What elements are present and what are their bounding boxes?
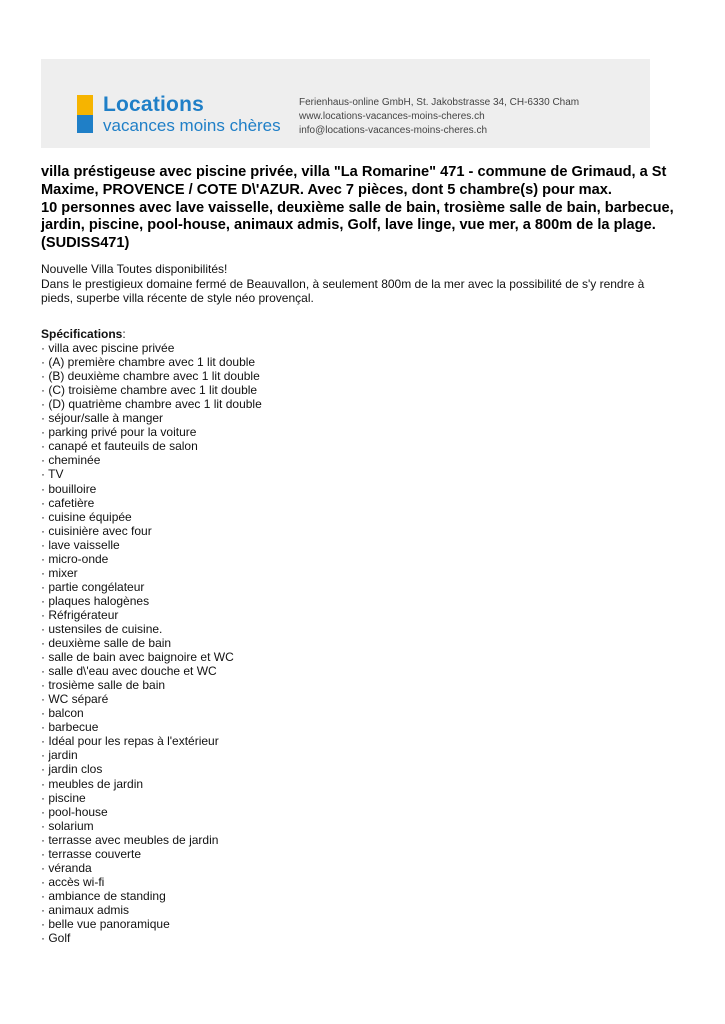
company-address: Ferienhaus-online GmbH, St. Jakobstrasse 34, CH-6330 Cham <box>299 97 580 108</box>
intro-line: Nouvelle Villa Toutes disponibilités! <box>41 262 228 276</box>
spec-item: · villa avec piscine privée <box>41 341 175 356</box>
logo-mark-yellow <box>77 95 93 115</box>
specifications-heading-colon: : <box>122 327 126 341</box>
spec-item: · piscine <box>41 790 86 805</box>
spec-item: · cafetière <box>41 495 95 510</box>
spec-item: · micro-onde <box>41 551 109 566</box>
spec-item: · jardin <box>41 748 78 763</box>
specifications-heading: Spécifications <box>41 327 123 341</box>
title-line: jardin, piscine, pool-house, animaux admis, Golf, lave linge, vue mer, a 800m de la plage. <box>41 217 656 234</box>
specifications-heading-row <box>41 327 681 341</box>
spec-item: · (C) troisième chambre avec 1 lit double <box>41 383 258 398</box>
spec-item: · plaques halogènes <box>41 593 150 608</box>
spec-item: · bouilloire <box>41 481 97 496</box>
company-website-link[interactable]: www.locations-vacances-moins-cheres.ch <box>299 111 485 122</box>
spec-item: · (A) première chambre avec 1 lit double <box>41 355 256 370</box>
listing-title <box>41 164 691 253</box>
spec-item: · salle d\'eau avec douche et WC <box>41 664 217 679</box>
spec-item: · TV <box>41 467 64 482</box>
listing-intro <box>41 262 681 306</box>
spec-item: · terrasse avec meubles de jardin <box>41 832 219 847</box>
spec-item: · mixer <box>41 565 78 580</box>
spec-item: · véranda <box>41 860 92 875</box>
intro-line: Dans le prestigieux domaine fermé de Beauvallon, à seulement 800m de la mer avec la possibilité de s'y rendre à <box>41 276 645 291</box>
company-info <box>299 96 579 138</box>
spec-item: · Idéal pour les repas à l'extérieur <box>41 734 219 749</box>
spec-item: · solarium <box>41 818 94 833</box>
spec-item: · partie congélateur <box>41 579 145 594</box>
intro-line: pieds, superbe villa récente de style néo provençal. <box>41 291 314 306</box>
logo-subtitle: vacances moins chères <box>103 116 281 135</box>
spec-item: · meubles de jardin <box>41 776 144 791</box>
spec-item: · lave vaisselle <box>41 537 120 552</box>
spec-item: · ambiance de standing <box>41 888 166 903</box>
spec-item: · (D) quatrième chambre avec 1 lit double <box>41 397 262 412</box>
spec-item: · jardin clos <box>41 762 103 777</box>
spec-item: · animaux admis <box>41 902 130 917</box>
spec-item: · terrasse couverte <box>41 846 142 861</box>
spec-item: · séjour/salle à manger <box>41 411 164 426</box>
spec-item: · belle vue panoramique <box>41 916 170 931</box>
spec-item: · parking privé pour la voiture <box>41 425 197 440</box>
title-line: 10 personnes avec lave vaisselle, deuxième salle de bain, trosième salle de bain, barbecue, <box>41 199 674 216</box>
spec-item: · (B) deuxième chambre avec 1 lit double <box>41 369 260 384</box>
spec-item: · deuxième salle de bain <box>41 636 172 651</box>
spec-item: · canapé et fauteuils de salon <box>41 439 198 454</box>
title-line: (SUDISS471) <box>41 235 130 252</box>
spec-item: · accès wi-fi <box>41 874 105 889</box>
spec-item: · Réfrigérateur <box>41 607 119 622</box>
brand-logo[interactable] <box>77 93 281 135</box>
spec-item: · salle de bain avec baignoire et WC <box>41 650 234 665</box>
spec-item: · WC séparé <box>41 692 109 707</box>
spec-item: · pool-house <box>41 804 108 819</box>
spec-item: · cuisinière avec four <box>41 523 152 538</box>
spec-item: · cuisine équipée <box>41 509 132 524</box>
spec-item: · barbecue <box>41 720 99 735</box>
specifications-list <box>41 341 681 945</box>
title-line: villa préstigeuse avec piscine privée, villa "La Romarine" 471 - commune de Grimaud, a St <box>41 164 667 180</box>
company-email-link[interactable]: info@locations-vacances-moins-cheres.ch <box>299 125 488 136</box>
page-header <box>41 59 650 148</box>
logo-title: Locations <box>103 93 204 116</box>
title-line: Maxime, PROVENCE / COTE D\'AZUR. Avec 7 pièces, dont 5 chambre(s) pour max. <box>41 181 612 198</box>
spec-item: · trosième salle de bain <box>41 678 166 693</box>
spec-item: · balcon <box>41 706 84 721</box>
spec-item: · ustensiles de cuisine. <box>41 621 163 636</box>
logo-mark-blue <box>77 115 93 133</box>
logo-mark-icon <box>77 95 93 133</box>
spec-item: · cheminée <box>41 453 101 468</box>
spec-item: · Golf <box>41 931 71 946</box>
specifications-section <box>41 327 681 945</box>
